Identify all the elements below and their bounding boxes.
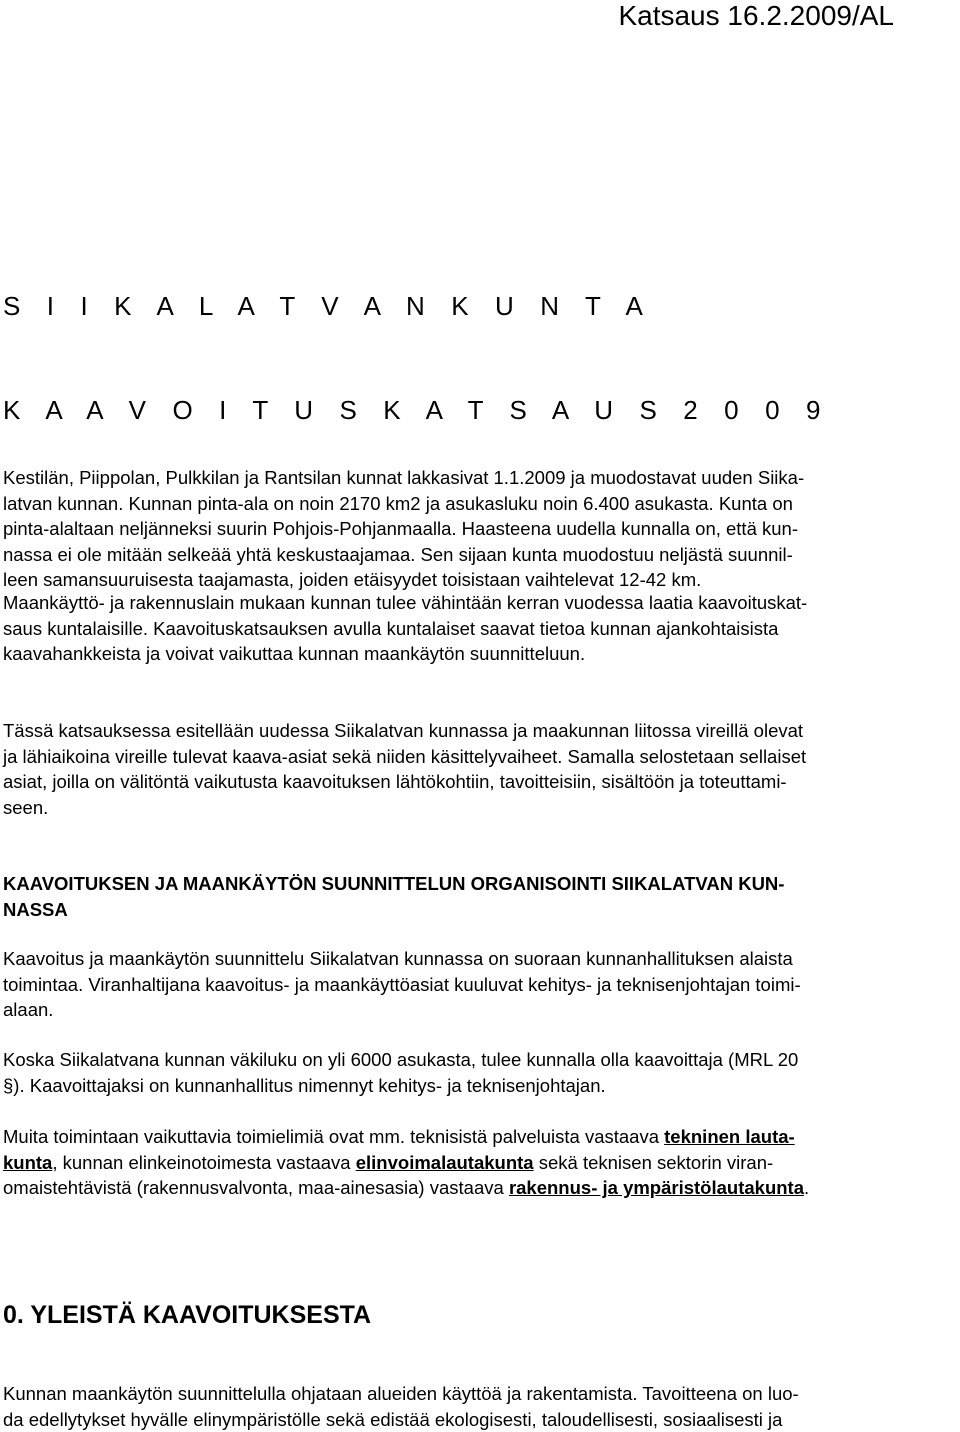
text-line: Kestilän, Piippolan, Pulkkilan ja Rantsilan kunnat lakkasivat 1.1.2009 ja muodostavat uuden Siika- xyxy=(3,467,805,488)
text-line: asiat, joilla on välitöntä vaikutusta kaavoituksen lähtökohtiin, tavoitteisiin, sisältöön ja toteuttami- xyxy=(3,771,787,792)
text-line: §). Kaavoittajaksi on kunnanhallitus nimennyt kehitys- ja teknisenjohtajan. xyxy=(3,1074,606,1096)
text-line: seen. xyxy=(3,796,49,818)
document-reference: Katsaus 16.2.2009/AL xyxy=(618,0,894,31)
text-line: da edellytykset hyvälle elinympäristölle sekä edistää ekologisesti, taloudellisesti, sosiaalisesti ja xyxy=(3,1408,783,1430)
text-line: ja lähiaikoina vireille tulevat kaava-asiat sekä niiden käsittelyvaiheet. Samalla selostetaan sellaiset xyxy=(3,745,807,767)
text-line: Kaavoitus ja maankäytön suunnittelu Siikalatvan kunnassa on suoraan kunnanhallituksen alaista xyxy=(3,948,793,969)
vitality-board-link[interactable]: elinvoimalautakunta xyxy=(355,1151,534,1173)
review-title: K A A V O I T U S K A T S A U S 2 0 0 9 xyxy=(3,395,831,425)
intro-paragraph xyxy=(3,465,958,593)
line-text: sekä teknisen sektorin viran- xyxy=(533,1151,774,1173)
technical-board-link-cont[interactable]: kunta xyxy=(3,1151,53,1173)
text-line: saus kuntalaisille. Kaavoituskatsauksen avulla kuntalaiset saavat tietoa kunnan ajankohtaisista xyxy=(3,617,779,639)
organisation-paragraph-1 xyxy=(3,946,958,1023)
organisation-heading xyxy=(3,871,784,922)
technical-board-link[interactable]: tekninen lauta- xyxy=(664,1126,795,1147)
line-text: Muita toimintaan vaikuttavia toimielimiä ovat mm. teknisistä palveluista vastaava xyxy=(3,1126,665,1147)
line-text: , kunnan elinkeinotoimesta vastaava xyxy=(52,1151,356,1173)
text-line xyxy=(3,1124,958,1150)
line-text: omaistehtävistä (rakennusvalvonta, maa-ainesasia) vastaava xyxy=(3,1177,509,1198)
text-line: leen samansuuruisesta taajamasta, joiden etäisyydet toisistaan vaihtelevat 12-42 km. xyxy=(3,569,702,590)
building-environment-board-link[interactable]: rakennus- ja ympäristölautakunta xyxy=(508,1177,804,1198)
text-line: kaavahankkeista ja voivat vaikuttaa kunnan maankäytön suunnitteluun. xyxy=(3,643,586,664)
line-text: . xyxy=(804,1177,810,1198)
overview-paragraph xyxy=(3,718,958,820)
organisation-paragraph-2 xyxy=(3,1047,958,1098)
text-line: nassa ei ole mitään selkeää yhtä keskustaajamaa. Sen sijaan kunta muodostuu neljästä suunnil- xyxy=(3,543,793,565)
text-line: pinta-alaltaan neljänneksi suurin Pohjois-Pohjanmaalla. Haasteena uudella kunnalla on, että kun- xyxy=(3,518,798,539)
general-paragraph xyxy=(3,1381,958,1432)
text-line: Kunnan maankäytön suunnittelulla ohjataan alueiden käyttöä ja rakentamista. Tavoitteena on luo- xyxy=(3,1383,799,1404)
heading-line: KAAVOITUKSEN JA MAANKÄYTÖN SUUNNITTELUN ORGANISOINTI SIIKALATVAN KUN- xyxy=(3,873,785,894)
text-line xyxy=(3,1150,958,1176)
organisation-paragraph-3 xyxy=(3,1124,958,1201)
text-line: toimintaa. Viranhaltijana kaavoitus- ja maankäyttöasiat kuuluvat kehitys- ja teknisenjohtajan toimi- xyxy=(3,973,801,995)
text-line: Koska Siikalatvana kunnan väkiluku on yli 6000 asukasta, tulee kunnalla olla kaavoittaja (MRL 20 xyxy=(3,1049,799,1070)
general-section-heading: 0. YLEISTÄ KAAVOITUKSESTA xyxy=(3,1301,372,1329)
heading-line: NASSA xyxy=(3,898,68,920)
text-line xyxy=(3,1175,958,1201)
text-line: latvan kunnan. Kunnan pinta-ala on noin 2170 km2 ja asukasluku noin 6.400 asukasta. Kunta on xyxy=(3,492,793,514)
text-line: Maankäyttö- ja rakennuslain mukaan kunnan tulee vähintään kerran vuodessa laatia kaavoituskat- xyxy=(3,592,808,613)
text-line: alaan. xyxy=(3,999,54,1020)
municipality-title: S I I K A L A T V A N K U N T A xyxy=(3,291,653,321)
text-line: Tässä katsauksessa esitellään uudessa Siikalatvan kunnassa ja maakunnan liitossa vireillä olevat xyxy=(3,720,804,741)
land-use-paragraph xyxy=(3,590,958,667)
